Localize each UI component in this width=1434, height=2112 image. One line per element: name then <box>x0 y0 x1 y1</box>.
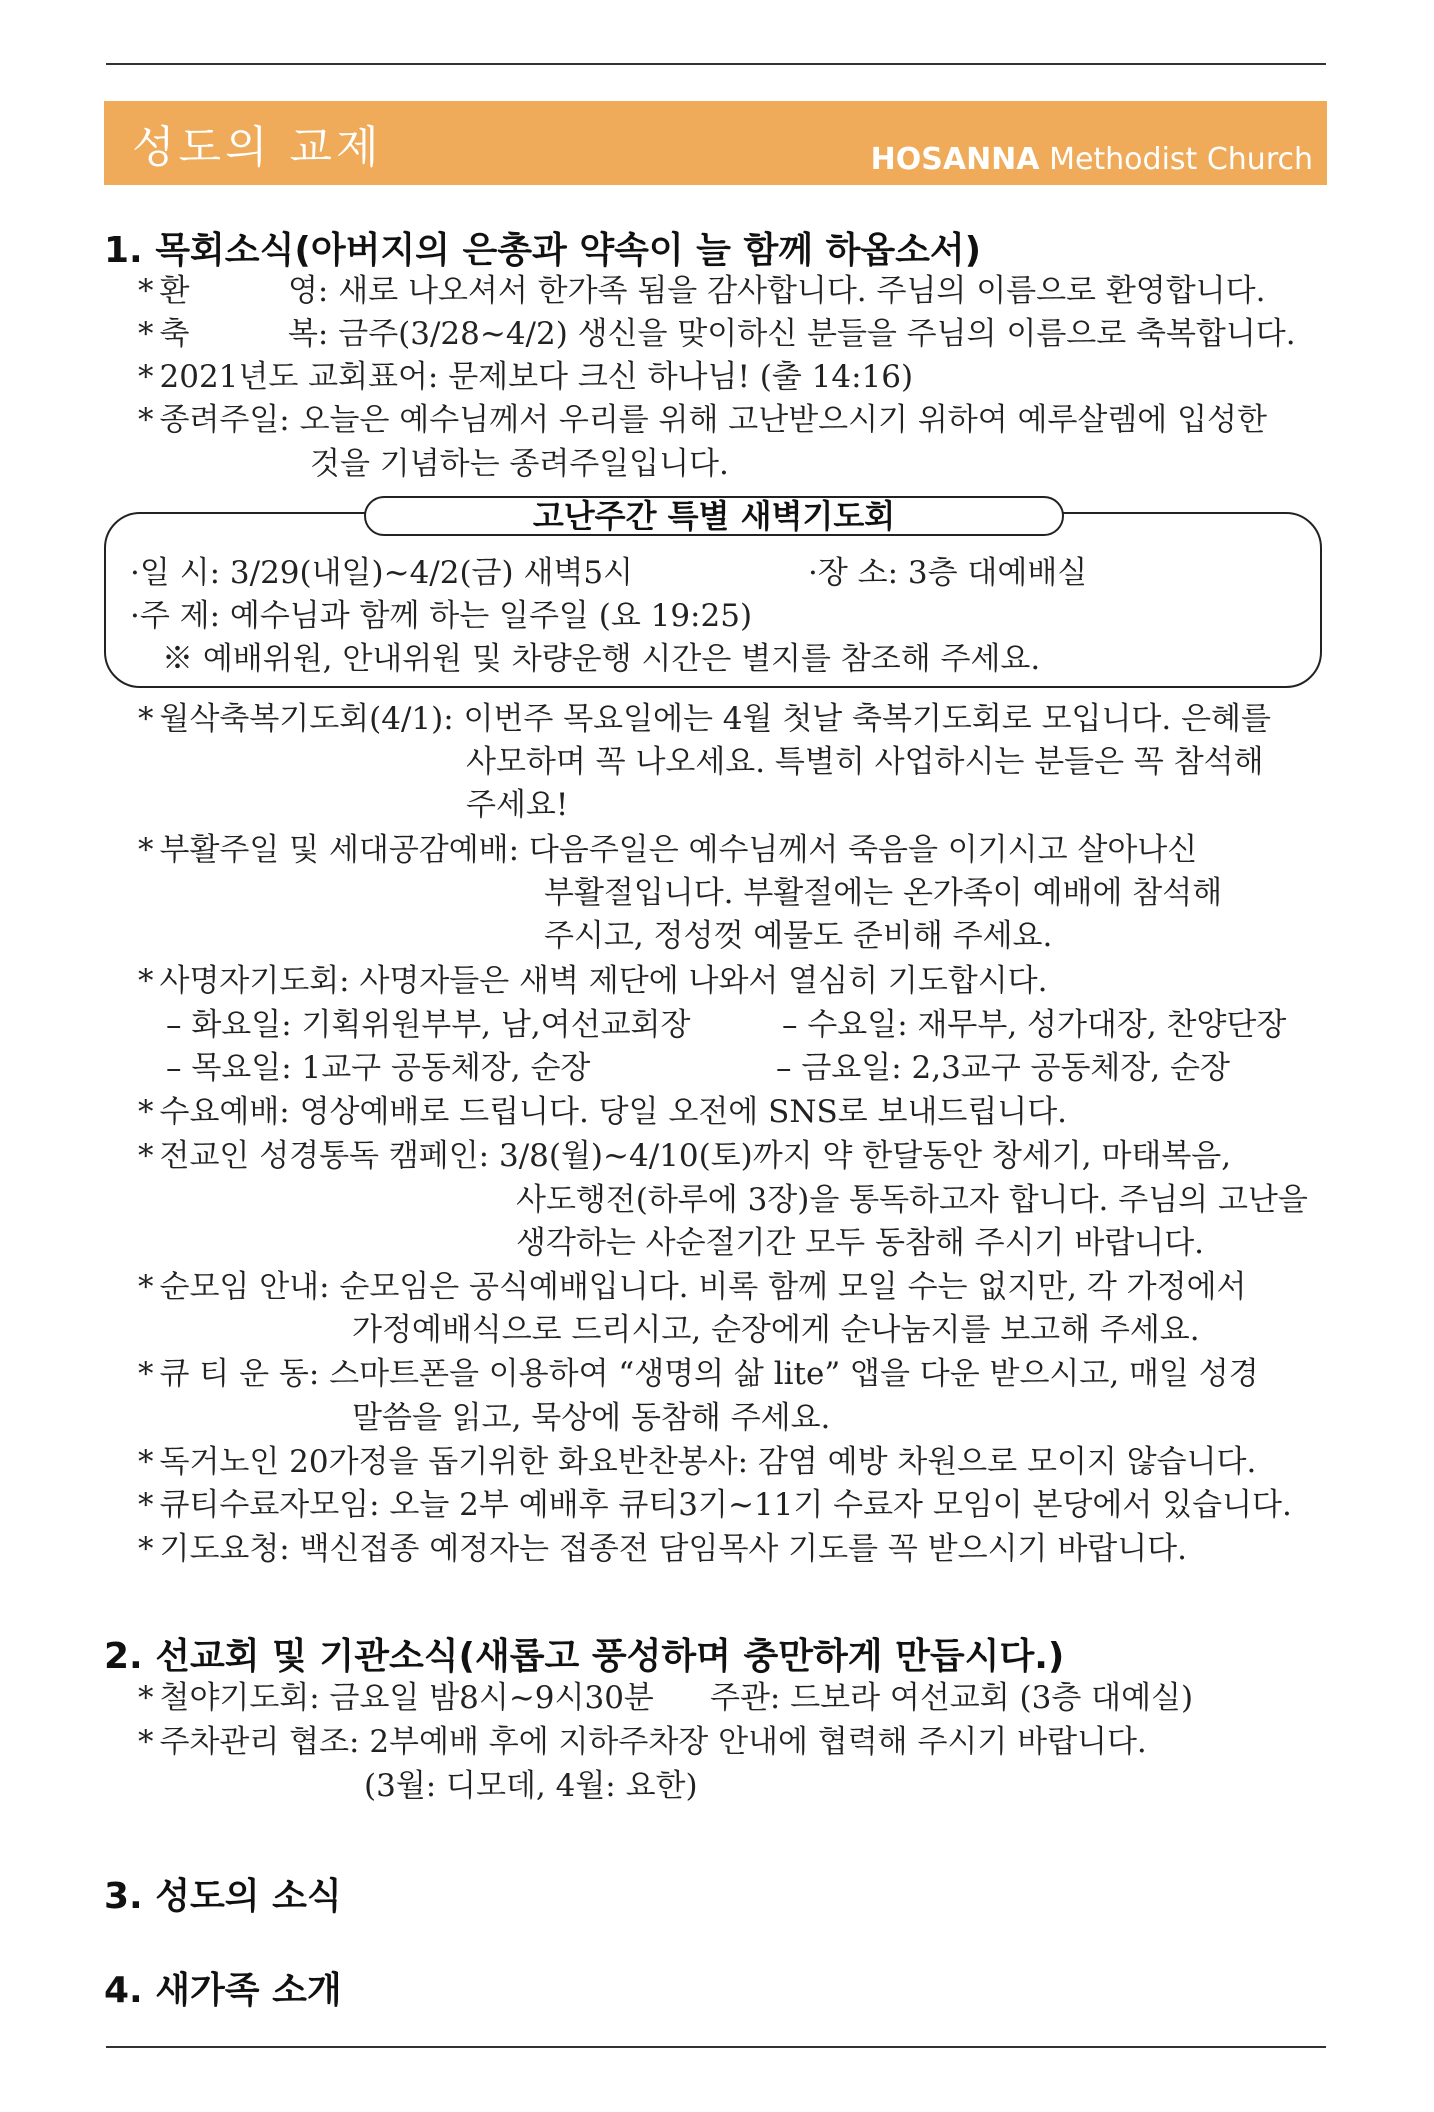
tuesday-line: – 화요일: 기획위원부부, 남,여선교회장 <box>166 1007 691 1043</box>
qt-text-1: 스마트폰을 이용하여 “생명의 삶 lite” 앱을 다운 받으시고, 매일 성경 <box>329 1356 1259 1392</box>
night-prayer-line: * 철야기도회: 금요일 밤8시~9시30분 <box>138 1680 654 1716</box>
qt-graduates-text: 큐티수료자모임: 오늘 2부 예배후 큐티3기~11기 수료자 모임이 본당에서 있습니다. <box>159 1487 1292 1523</box>
church-name-rest: Methodist Church <box>1049 142 1313 177</box>
wednesday-worship-text: 수요예배: 영상예배로 드립니다. 당일 오전에 SNS로 보내드립니다. <box>159 1094 1068 1130</box>
easter-text-2: 부활절입니다. 부활절에는 온가족이 예배에 참석해 <box>544 875 1223 911</box>
bible-text-2: 사도행전(하루에 3장)을 통독하고자 합니다. 주님의 고난을 <box>516 1182 1308 1218</box>
parking-line: * 주차관리 협조: 2부예배 후에 지하주차장 안내에 협력해 주시기 바랍니다. <box>138 1724 1147 1760</box>
welcome-text: 새로 나오셔서 한가족 됨을 감사합니다. 주님의 이름으로 환영합니다. <box>338 273 1266 309</box>
easter-text-1: 다음주일은 예수님께서 죽음을 이기시고 살아나신 <box>528 832 1198 868</box>
bible-label: 전교인 성경통독 캠페인: <box>159 1138 490 1174</box>
qt-line: * 큐 티 운 동: 스마트폰을 이용하여 “생명의 삶 lite” 앱을 다운 받으시고, 매일 성경 <box>138 1356 1259 1392</box>
parking-text-1: 주차관리 협조: 2부예배 후에 지하주차장 안내에 협력해 주시기 바랍니다. <box>159 1724 1147 1760</box>
bless-label: 축 복: <box>159 316 329 352</box>
elderly-text: 독거노인 20가정을 돕기위한 화요반찬봉사: 감염 예방 차원으로 모이지 않습니다. <box>159 1444 1257 1480</box>
section-heading-4: 4. 새가족 소개 <box>104 1970 342 2011</box>
qt-graduates-line: * 큐티수료자모임: 오늘 2부 예배후 큐티3기~11기 수료자 모임이 본당에서 있습니다. <box>138 1487 1292 1523</box>
banner-title: 성도의 교제 <box>132 122 383 173</box>
parking-text-2: (3월: 디모데, 4월: 요한) <box>364 1768 698 1804</box>
monthly-text-3: 주세요! <box>466 787 569 823</box>
welcome-label: 환 영: <box>159 273 329 309</box>
cell-line: * 순모임 안내: 순모임은 공식예배입니다. 비록 함께 모일 수는 없지만, 각 가정에서 <box>138 1269 1247 1305</box>
palm-text-2: 것을 기념하는 종려주일입니다. <box>310 446 729 482</box>
cell-text-2: 가정예배식으로 드리시고, 순장에게 순나눔지를 보고해 주세요. <box>352 1312 1200 1348</box>
wednesday-worship-line: * 수요예배: 영상예배로 드립니다. 당일 오전에 SNS로 보내드립니다. <box>138 1094 1068 1130</box>
cell-label: 순모임 안내: <box>159 1269 330 1305</box>
special-note: ※ 예배위원, 안내위원 및 차량운행 시간은 별지를 참조해 주세요. <box>162 641 1041 677</box>
qt-text-2: 말씀을 읽고, 묵상에 동참해 주세요. <box>352 1400 831 1436</box>
monthly-line: * 월삭축복기도회(4/1): 이번주 목요일에는 4월 첫날 축복기도회로 모입니다. 은혜를 <box>138 701 1271 737</box>
special-theme: ·주 제: 예수님과 함께 하는 일주일 (요 19:25) <box>130 598 753 634</box>
welcome-line: * 환 영: 새로 나오셔서 한가족 됨을 감사합니다. 주님의 이름으로 환영합니다. <box>138 273 1266 309</box>
mission-text: 사명자기도회: 사명자들은 새벽 제단에 나와서 열심히 기도합시다. <box>159 963 1048 999</box>
motto-line: * 2021년도 교회표어: 문제보다 크신 하나님! (출 14:16) <box>138 359 914 395</box>
easter-text-3: 주시고, 정성껏 예물도 준비해 주세요. <box>544 918 1053 954</box>
bless-text: 금주(3/28~4/2) 생신을 맞이하신 분들을 주님의 이름으로 축복합니다. <box>338 316 1296 352</box>
church-name <box>871 142 1313 177</box>
cell-text-1: 순모임은 공식예배입니다. 비록 함께 모일 수는 없지만, 각 가정에서 <box>339 1269 1247 1305</box>
palm-line: * 종려주일: 오늘은 예수님께서 우리를 위해 고난받으시기 위하여 예루살렘에 입성한 <box>138 402 1267 438</box>
monthly-text-2: 사모하며 꼭 나오세요. 특별히 사업하시는 분들은 꼭 참석해 <box>466 744 1264 780</box>
bible-line: * 전교인 성경통독 캠페인: 3/8(월)~4/10(토)까지 약 한달동안 창세기, 마태복음, <box>138 1138 1232 1174</box>
palm-text-1: 오늘은 예수님께서 우리를 위해 고난받으시기 위하여 예루살렘에 입성한 <box>299 402 1267 438</box>
bible-text-1: 3/8(월)~4/10(토)까지 약 한달동안 창세기, 마태복음, <box>498 1138 1232 1174</box>
section-heading-3: 3. 성도의 소식 <box>104 1876 342 1917</box>
top-rule <box>106 63 1326 65</box>
night-prayer-host: 주관: 드보라 여선교회 (3층 대예실) <box>710 1680 1194 1716</box>
monthly-text-1: 이번주 목요일에는 4월 첫날 축복기도회로 모입니다. 은혜를 <box>463 701 1271 737</box>
special-place: ·장 소: 3층 대예배실 <box>808 555 1088 591</box>
monthly-label: 월삭축복기도회(4/1): <box>159 701 454 737</box>
night-prayer-text: 철야기도회: 금요일 밤8시~9시30분 <box>159 1680 654 1716</box>
section-heading-1: 1. 목회소식(아버지의 은총과 약속이 늘 함께 하옵소서) <box>104 230 982 271</box>
section-banner <box>104 101 1327 185</box>
easter-label: 부활주일 및 세대공감예배: <box>159 832 520 868</box>
wednesday-line: – 수요일: 재무부, 성가대장, 찬양단장 <box>782 1007 1287 1043</box>
section-heading-2: 2. 선교회 및 기관소식(새롭고 풍성하며 충만하게 만듭시다.) <box>104 1636 1065 1677</box>
bible-text-3: 생각하는 사순절기간 모두 동참해 주시기 바랍니다. <box>516 1225 1204 1261</box>
mission-line: * 사명자기도회: 사명자들은 새벽 제단에 나와서 열심히 기도합시다. <box>138 963 1048 999</box>
motto-text: 2021년도 교회표어: 문제보다 크신 하나님! (출 14:16) <box>159 359 914 395</box>
prayer-request-text: 기도요청: 백신접종 예정자는 접종전 담임목사 기도를 꼭 받으시기 바랍니다. <box>159 1531 1187 1567</box>
special-prayer-title: 고난주간 특별 새벽기도회 <box>364 496 1064 536</box>
prayer-request-line: * 기도요청: 백신접종 예정자는 접종전 담임목사 기도를 꼭 받으시기 바랍니다. <box>138 1531 1187 1567</box>
palm-label: 종려주일: <box>159 402 290 438</box>
bottom-rule <box>106 2046 1326 2048</box>
special-time: ·일 시: 3/29(내일)~4/2(금) 새벽5시 <box>130 555 634 591</box>
easter-line: * 부활주일 및 세대공감예배: 다음주일은 예수님께서 죽음을 이기시고 살아나신 <box>138 832 1198 868</box>
church-name-bold: HOSANNA <box>870 142 1040 177</box>
thursday-line: – 목요일: 1교구 공동체장, 순장 <box>166 1050 591 1086</box>
elderly-line: * 독거노인 20가정을 돕기위한 화요반찬봉사: 감염 예방 차원으로 모이지 않습니다. <box>138 1444 1257 1480</box>
bless-line: * 축 복: 금주(3/28~4/2) 생신을 맞이하신 분들을 주님의 이름으로 축복합니다. <box>138 316 1296 352</box>
friday-line: – 금요일: 2,3교구 공동체장, 순장 <box>776 1050 1230 1086</box>
qt-label: 큐 티 운 동: <box>159 1356 320 1392</box>
